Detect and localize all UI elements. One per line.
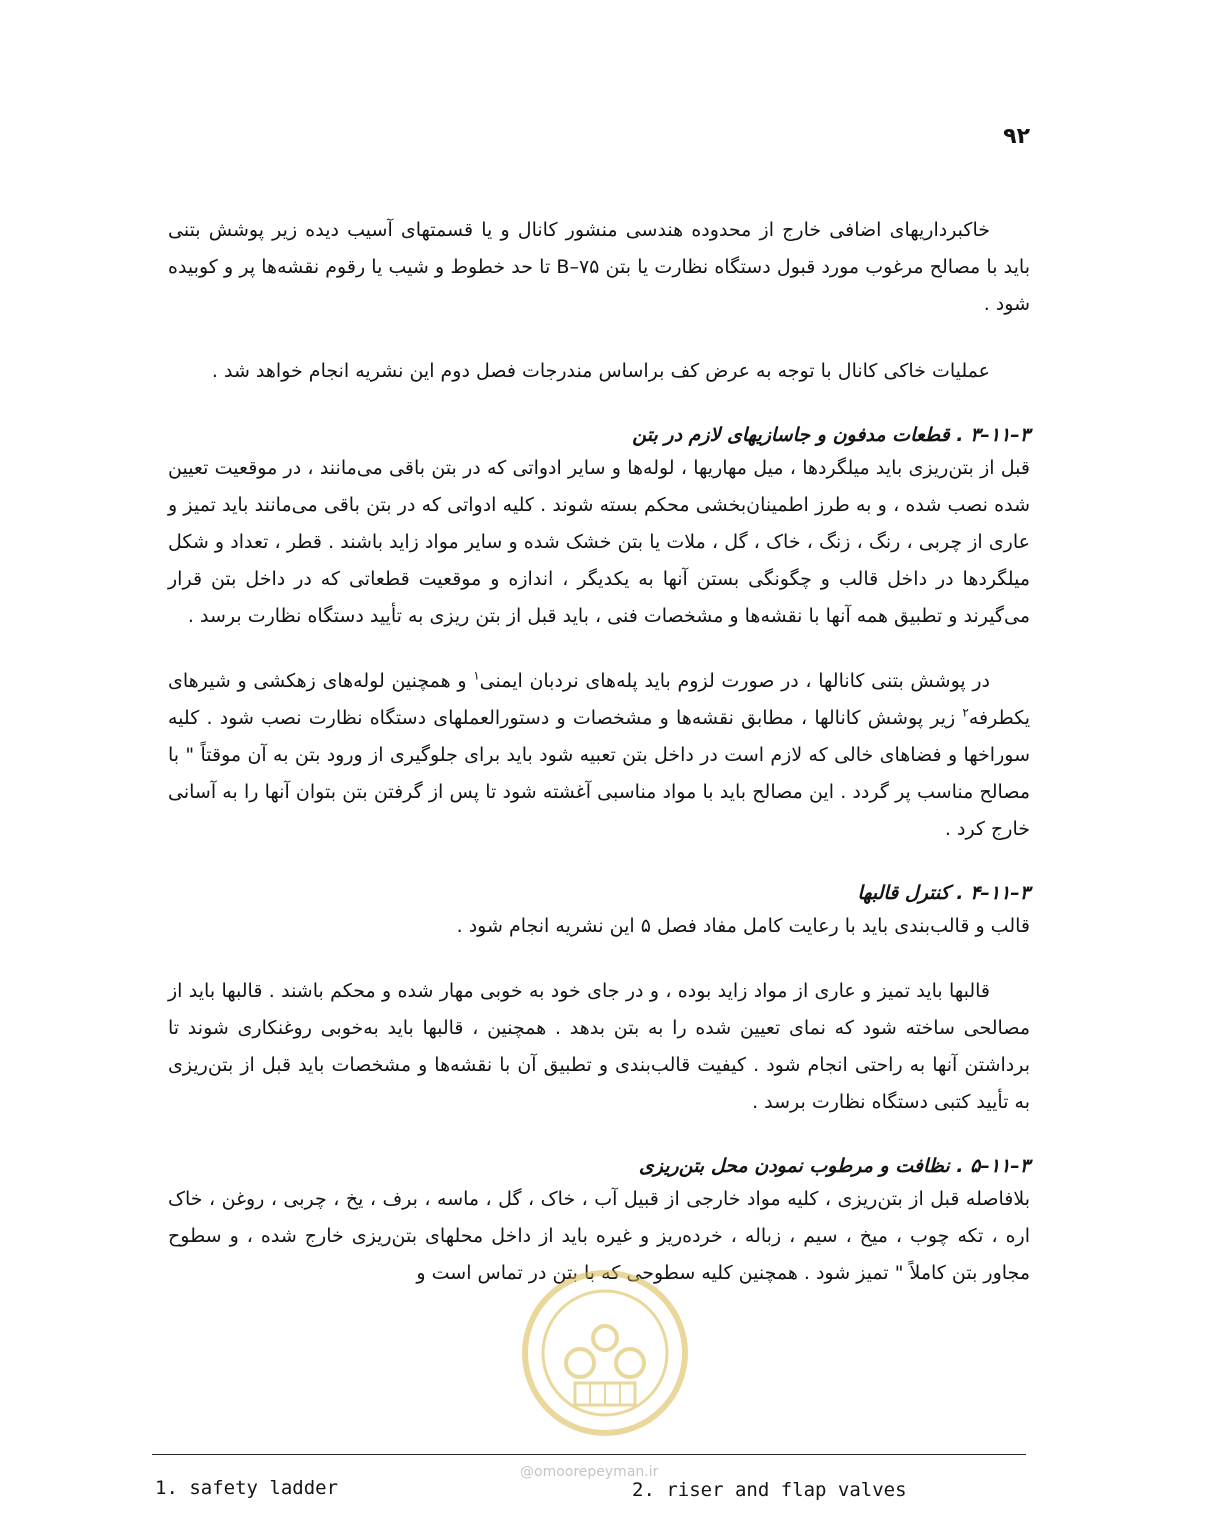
footnote-divider <box>152 1454 1026 1455</box>
document-body <box>168 212 1030 1320</box>
section-heading: ۳–۱۱–۴ . کنترل قالبها <box>857 882 1030 904</box>
section-paragraph: بلافاصله قبل از بتن‌ریزی ، کلیه مواد خارجی از قبیل آب ، خاک ، گل ، ماسه ، برف ، یخ ، چربی ، روغن ، خاک اره ، تکه چوب ، میخ ، سیم ، زباله ، خرده‌ریز و غیره باید از داخل محلهای بتن‌ریزی خارج شده ، و سطوح مجاور بتن کاملاً " تمیز شود . همچنین کلیه سطوحی که با بتن در تماس است و <box>168 1188 1030 1284</box>
section-heading: ۳–۱۱–۵ . نظافت و مرطوب نمودن محل بتن‌ریزی <box>638 1155 1030 1177</box>
section-4-paragraph-2: قالبها باید تمیز و عاری از مواد زاید بوده ، و در جای خود به خوبی مهار شده و محکم باشند . قالبها باید از مصالحی ساخته شود که نمای تعیین شده را به بتن بدهد . همچنین ، قالبها باید به‌خوبی روغنکاری شوند تا برداشتن آنها به راحتی انجام شود . کیفیت قالب‌بندی و تطبیق آن با نقشه‌ها و مشخصات باید قبل از بتن‌ریزی به تأیید کتبی دستگاه نظارت برسد . <box>168 980 1030 1113</box>
section-heading: ۳–۱۱–۳ . قطعات مدفون و جاسازیهای لازم در بتن <box>632 424 1030 446</box>
section-3-paragraph-2 <box>168 663 1030 848</box>
footnote-ref-2: ۲ <box>962 705 969 720</box>
section-3-11-4 <box>168 878 1030 945</box>
watermark-url: @omoorepeyman.ir <box>520 1464 659 1480</box>
text-run: زیر پوشش کانالها ، مطابق نقشه‌ها و مشخصات و دستورالعملهای دستگاه نظارت نصب شود . کلیه سوراخها و فضاهای خالی که لازم است در داخل بتن تعبیه شود باید برای جلوگیری از ورود بتن به آن موقتاً " با مصالح مناسب پر گردد . این مصالح باید با مواد مناسبی آغشته شود تا پس از گرفتن بتن بتوان آنها را به آسانی خارج کرد . <box>168 707 1030 840</box>
footnote-1: 1. safety ladder <box>155 1477 339 1499</box>
footnote-ref-1: ۱ <box>473 668 480 683</box>
watermark-seal-icon <box>520 1268 690 1438</box>
section-paragraph: قبل از بتن‌ریزی باید میلگردها ، میل مهاریها ، لوله‌ها و سایر ادواتی که در بتن باقی می‌مانند ، در موقعیت تعیین شده نصب شده ، و به طرز اطمینان‌بخشی محکم بسته شوند . کلیه ادواتی که در بتن باقی می‌مانند باید تمیز و عاری از چربی ، رنگ ، زنگ ، خاک ، گل ، ملات یا بتن خشک شده و سایر مواد زاید باشند . قطر ، تعداد و شکل میلگردها در داخل قالب و چگونگی بستن آنها به یکدیگر ، اندازه و موقعیت قطعاتی که در داخل بتن قرار می‌گیرند و تطبیق همه آنها با نقشه‌ها و مشخصات فنی ، باید قبل از بتن ریزی به تأیید دستگاه نظارت برسد . <box>168 457 1030 627</box>
section-3-11-3 <box>168 420 1030 635</box>
section-paragraph: قالب و قالب‌بندی باید با رعایت کامل مفاد فصل ۵ این نشریه انجام شود . <box>456 915 1030 937</box>
page-number: ۹۲ <box>1003 124 1030 149</box>
text-run: در پوشش بتنی کانالها ، در صورت لزوم باید پله‌های نردبان ایمنی <box>479 670 990 692</box>
intro-paragraph-1: خاکبرداریهای اضافی خارج از محدوده هندسی منشور کانال و یا قسمتهای آسیب دیده زیر پوشش بتنی باید با مصالح مرغوب مورد قبول دستگاه نظارت یا بتن B–۷۵ تا حد خطوط و شیب یا رقوم نقشه‌ها پر و کوبیده شود . <box>168 219 1030 315</box>
footnote-2: 2. riser and flap valves <box>632 1479 907 1501</box>
text-run: و همچنین لوله‌های زهکشی و شیرهای یکطرفه <box>168 670 1030 729</box>
intro-paragraph-2: عملیات خاکی کانال با توجه به عرض کف براساس مندرجات فصل دوم این نشریه انجام خواهد شد . <box>211 360 990 382</box>
